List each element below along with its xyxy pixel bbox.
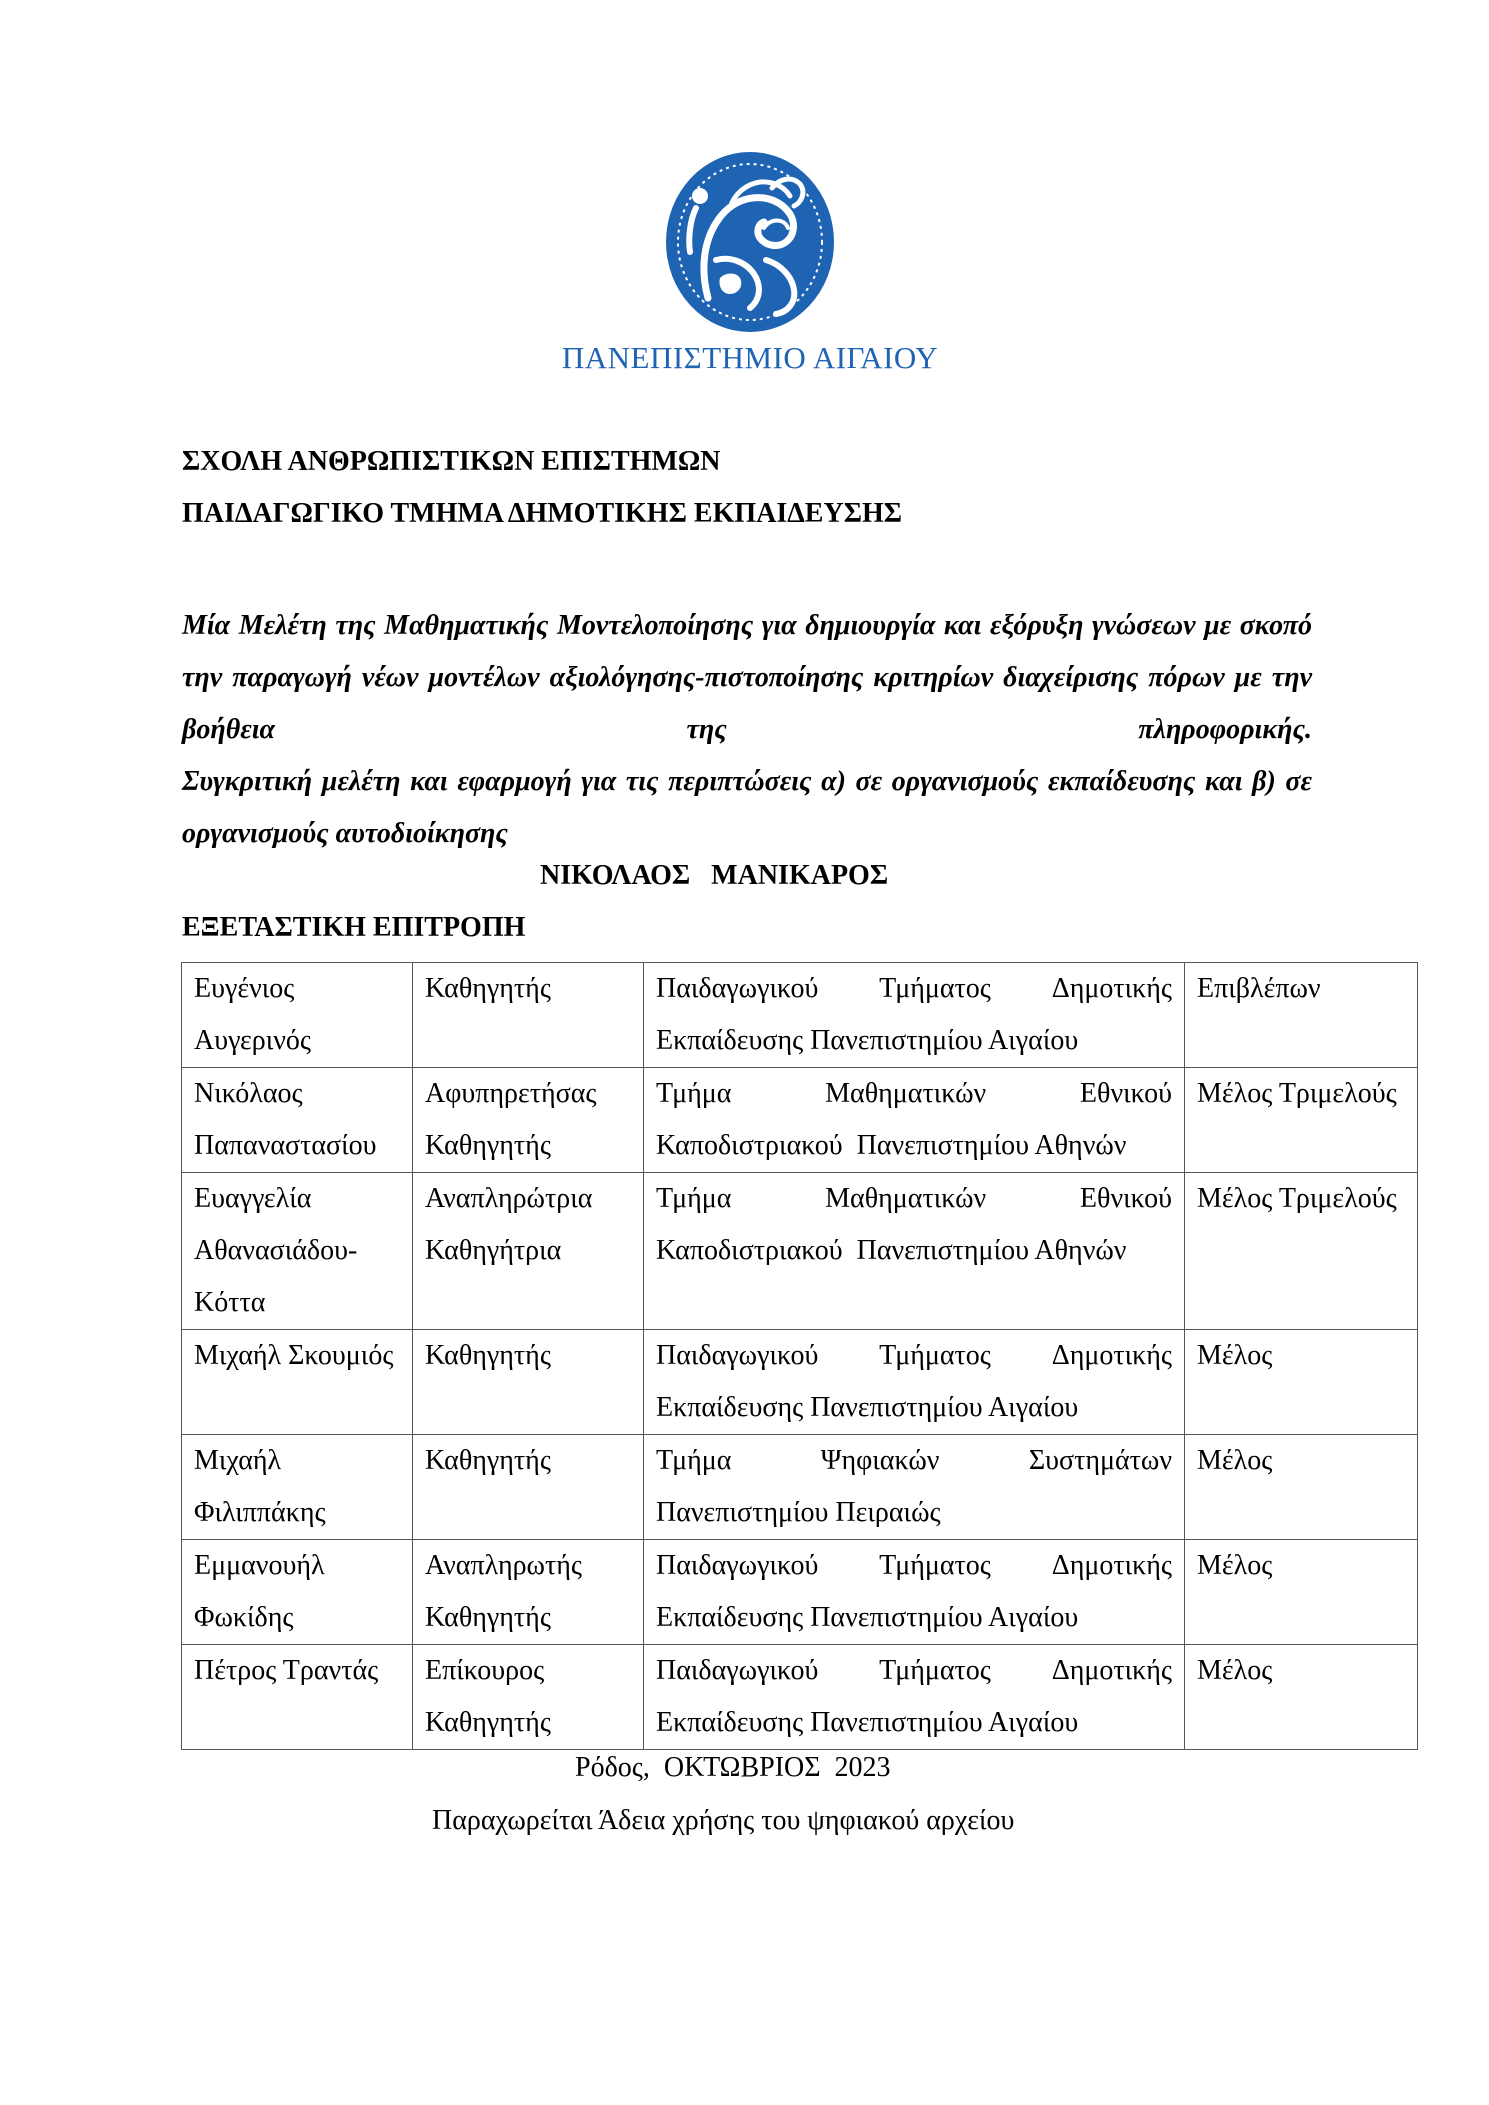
- table-row: [182, 1068, 1418, 1173]
- member-role: Μέλος: [1185, 1435, 1418, 1540]
- table-row: [182, 1173, 1418, 1330]
- member-department: [644, 1330, 1185, 1435]
- thesis-title-block: [182, 600, 1312, 860]
- member-rank: Αναπληρώτρια Καθηγήτρια: [413, 1173, 644, 1330]
- member-department: [644, 1068, 1185, 1173]
- department-line: [656, 963, 1172, 1015]
- member-role: Μέλος: [1185, 1540, 1418, 1645]
- member-rank: Καθηγητής: [413, 963, 644, 1068]
- member-department: [644, 1435, 1185, 1540]
- member-rank: Αφυπηρετήσας Καθηγητής: [413, 1068, 644, 1173]
- department-word: Τμήμα: [656, 1183, 732, 1214]
- member-role: Μέλος: [1185, 1645, 1418, 1750]
- member-name: Ευγένιος Αυγερινός: [182, 963, 413, 1068]
- university-logo: [540, 148, 960, 376]
- department-word: Συστημάτων: [1028, 1445, 1172, 1476]
- department-line: [656, 1435, 1172, 1487]
- department-word: Παιδαγωγικού: [656, 1655, 819, 1686]
- department-word: Παιδαγωγικού: [656, 1550, 819, 1581]
- member-rank: Καθηγητής: [413, 1435, 644, 1540]
- department-line: Εκπαίδευσης Πανεπιστημίου Αιγαίου: [656, 1602, 1079, 1633]
- department-line: [656, 1645, 1172, 1697]
- department-line: [656, 1068, 1172, 1120]
- university-seal-icon: [660, 148, 840, 336]
- committee-table: [181, 962, 1418, 1750]
- member-name: Νικόλαος Παπαναστασίου: [182, 1068, 413, 1173]
- department-word: Εθνικού: [1079, 1078, 1172, 1109]
- member-name: Μιχαήλ Φιλιππάκης: [182, 1435, 413, 1540]
- department-line: Εκπαίδευσης Πανεπιστημίου Αιγαίου: [656, 1025, 1079, 1056]
- member-rank: Αναπληρωτής Καθηγητής: [413, 1540, 644, 1645]
- department-word: Τμήματος: [879, 1655, 991, 1686]
- thesis-title: Μία Μελέτη της Μαθηματικής Μοντελοποίησης για δημιουργία και εξόρυξη γνώσεων με σκοπό την παραγωγή νέων μοντέλων αξιολόγησης-πιστοποίησης κριτηρίων διαχείρισης πόρων με την βοήθεια της πληροφορικής.: [182, 610, 1312, 745]
- department-line: Καποδιστριακού Πανεπιστημίου Αθηνών: [656, 1130, 1127, 1161]
- department-word: Μαθηματικών: [825, 1078, 987, 1109]
- school-title: ΣΧΟΛΗ ΑΝΘΡΩΠΙΣΤΙΚΩΝ ΕΠΙΣΤΗΜΩΝ: [182, 446, 721, 477]
- member-name: Μιχαήλ Σκουμιός: [182, 1330, 413, 1435]
- department-word: Τμήματος: [879, 973, 991, 1004]
- department-line: [656, 1173, 1172, 1225]
- author-name: ΝΙΚΟΛΑΟΣ ΜΑΝΙΚΑΡΟΣ: [540, 860, 889, 891]
- department-word: Εθνικού: [1079, 1183, 1172, 1214]
- member-department: [644, 1540, 1185, 1645]
- table-row: [182, 1435, 1418, 1540]
- university-name: ΠΑΝΕΠΙΣΤΗΜΙΟ ΑΙΓΑΙΟΥ: [561, 340, 939, 375]
- department-line: Καποδιστριακού Πανεπιστημίου Αθηνών: [656, 1235, 1127, 1266]
- department-word: Δημοτικής: [1051, 1340, 1172, 1371]
- department-word: Τμήματος: [879, 1340, 991, 1371]
- table-row: [182, 1330, 1418, 1435]
- department-line: Εκπαίδευσης Πανεπιστημίου Αιγαίου: [656, 1392, 1079, 1423]
- committee-heading: ΕΞΕΤΑΣΤΙΚΗ ΕΠΙΤΡΟΠΗ: [182, 912, 526, 943]
- thesis-subtitle: Συγκριτική μελέτη και εφαρμογή για τις περιπτώσεις α) σε οργανισμούς εκπαίδευσης και β) σε οργανισμούς αυτοδιοίκησης: [182, 766, 1312, 849]
- department-line: [656, 1330, 1172, 1382]
- department-word: Τμήματος: [879, 1550, 991, 1581]
- department-word: Δημοτικής: [1051, 973, 1172, 1004]
- table-row: [182, 1645, 1418, 1750]
- department-title: ΠΑΙΔΑΓΩΓΙΚΟ ΤΜΗΜΑ ΔΗΜΟΤΙΚΗΣ ΕΚΠΑΙΔΕΥΣΗΣ: [182, 498, 903, 529]
- department-word: Μαθηματικών: [825, 1183, 987, 1214]
- place-date: Ρόδος, ΟΚΤΩΒΡΙΟΣ 2023: [575, 1752, 891, 1783]
- member-role: Μέλος: [1185, 1330, 1418, 1435]
- department-word: Παιδαγωγικού: [656, 973, 819, 1004]
- member-name: Πέτρος Τραντάς: [182, 1645, 413, 1750]
- member-role: Μέλος Τριμελούς: [1185, 1068, 1418, 1173]
- department-line: [656, 1540, 1172, 1592]
- member-department: [644, 1645, 1185, 1750]
- member-department: [644, 1173, 1185, 1330]
- department-word: Δημοτικής: [1051, 1655, 1172, 1686]
- department-word: Τμήμα: [656, 1078, 732, 1109]
- member-rank: Καθηγητής: [413, 1330, 644, 1435]
- license-notice: Παραχωρείται Άδεια χρήσης του ψηφιακού αρχείου: [432, 1805, 1015, 1836]
- table-row: [182, 963, 1418, 1068]
- department-word: Παιδαγωγικού: [656, 1340, 819, 1371]
- member-name: Ευαγγελία Αθανασιάδου-Κόττα: [182, 1173, 413, 1330]
- department-line: Εκπαίδευσης Πανεπιστημίου Αιγαίου: [656, 1707, 1079, 1738]
- member-department: [644, 963, 1185, 1068]
- department-line: Πανεπιστημίου Πειραιώς: [656, 1497, 941, 1528]
- department-word: Τμήμα: [656, 1445, 732, 1476]
- member-role: Επιβλέπων: [1185, 963, 1418, 1068]
- table-row: [182, 1540, 1418, 1645]
- department-word: Δημοτικής: [1051, 1550, 1172, 1581]
- member-rank: Επίκουρος Καθηγητής: [413, 1645, 644, 1750]
- member-role: Μέλος Τριμελούς: [1185, 1173, 1418, 1330]
- member-name: Εμμανουήλ Φωκίδης: [182, 1540, 413, 1645]
- department-word: Ψηφιακών: [820, 1445, 940, 1476]
